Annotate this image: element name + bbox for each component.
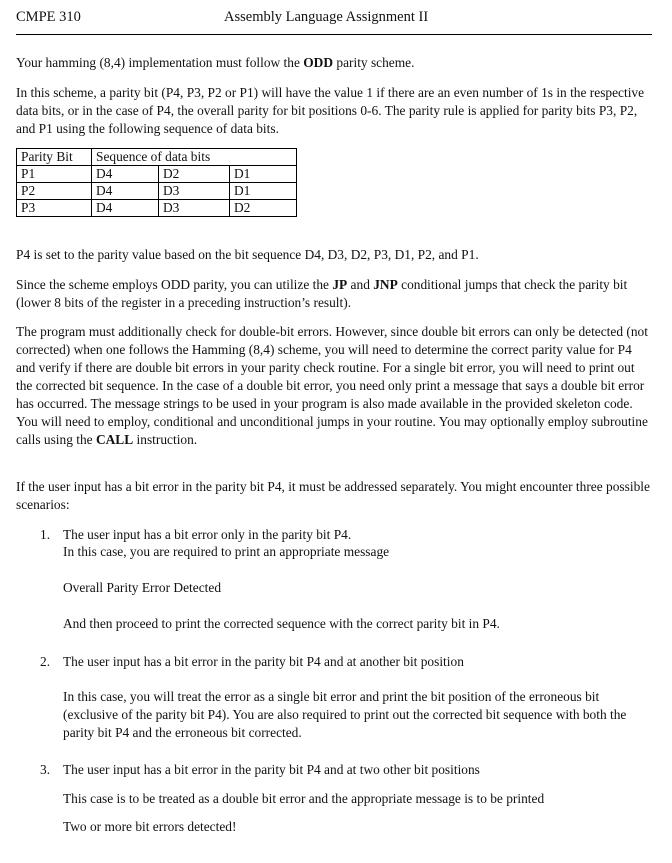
table-row xyxy=(17,183,297,200)
table-cell: D3 xyxy=(159,183,230,200)
scenario-text: In this case, you will treat the error as a single bit error and print the bit position of the erroneous bit (exclusive of the parity bit P4). You are also required to print out the corrected bit sequence with both the parity bit P4 and the erroneous bit corrected. xyxy=(63,689,627,740)
header-sequence: Sequence of data bits xyxy=(92,149,297,166)
odd-parity-paragraph: Since the scheme employs ODD parity, you can utilize the JP and JNP conditional jumps that check the parity bit (lower 8 bits of the register in a preceding instruction’s result). xyxy=(16,277,628,310)
course-code: CMPE 310 xyxy=(16,9,81,25)
table-cell: D2 xyxy=(230,200,297,217)
scenario-title: The user input has a bit error only in the parity bit P4. xyxy=(63,527,352,542)
table-header-row xyxy=(17,149,297,166)
scenarios-intro: If the user input has a bit error in the parity bit P4, it must be addressed separately. You might encounter three possible scenarios: xyxy=(16,479,650,512)
list-number: 1. xyxy=(40,527,51,542)
table-cell: P3 xyxy=(17,200,92,217)
table-row xyxy=(17,166,297,183)
table-cell: D4 xyxy=(92,166,159,183)
table-cell: D3 xyxy=(159,200,230,217)
list-number: 2. xyxy=(40,654,51,669)
message-string: Two or more bit errors detected! xyxy=(63,819,237,834)
table-cell: P2 xyxy=(17,183,92,200)
header-divider xyxy=(16,34,652,35)
scenario-title: The user input has a bit error in the parity bit P4 and at two other bit positions xyxy=(63,762,480,777)
intro-paragraph: Your hamming (8,4) implementation must follow the ODD parity scheme. xyxy=(16,55,415,70)
table-cell: D1 xyxy=(230,166,297,183)
message-string: Overall Parity Error Detected xyxy=(63,580,222,595)
assignment-title: Assembly Language Assignment II xyxy=(224,9,429,25)
table-cell: D4 xyxy=(92,200,159,217)
scenario-title: The user input has a bit error in the parity bit P4 and at another bit position xyxy=(63,654,464,669)
scenario-text: And then proceed to print the corrected sequence with the correct parity bit in P4. xyxy=(63,616,500,631)
table-cell: P1 xyxy=(17,166,92,183)
table-cell: D1 xyxy=(230,183,297,200)
parity-table xyxy=(16,148,297,217)
p4-paragraph: P4 is set to the parity value based on the bit sequence D4, D3, D2, P3, D1, P2, and P1. xyxy=(16,247,479,262)
table-cell: D2 xyxy=(159,166,230,183)
double-bit-paragraph: The program must additionally check for double-bit errors. However, since double bit errors can only be detected (not corrected) when one follows the Hamming (8,4) scheme, you will need to determine the correct parity value for P4 and verify if there are double bit errors in your parity check routine. For a single bit error, you will need to print out the corrected bit sequence. In the case of a double bit error, you need only print a message that says a double bit error has occurred. The message strings to be used in your program is also made available in the provided skeleton code. You will need to employ, conditional and unconditional jumps in your routine. You may optionally employ subroutine calls using the CALL instruction. xyxy=(16,324,648,447)
scenario-text: In this case, you are required to print an appropriate message xyxy=(63,544,390,559)
scenario-text: This case is to be treated as a double bit error and the appropriate message is to be printed xyxy=(63,791,545,806)
table-row xyxy=(17,200,297,217)
page-header xyxy=(16,8,652,28)
scheme-paragraph: In this scheme, a parity bit (P4, P3, P2 or P1) will have the value 1 if there are an even number of 1s in the respective data bits, or in the case of P4, the overall parity for bit positions 0-6. The parity rule is applied for parity bits P3, P2, and P1 using the following sequence of data bits. xyxy=(16,85,645,136)
header-parity-bit: Parity Bit xyxy=(17,149,92,166)
list-number: 3. xyxy=(40,762,51,777)
table-cell: D4 xyxy=(92,183,159,200)
